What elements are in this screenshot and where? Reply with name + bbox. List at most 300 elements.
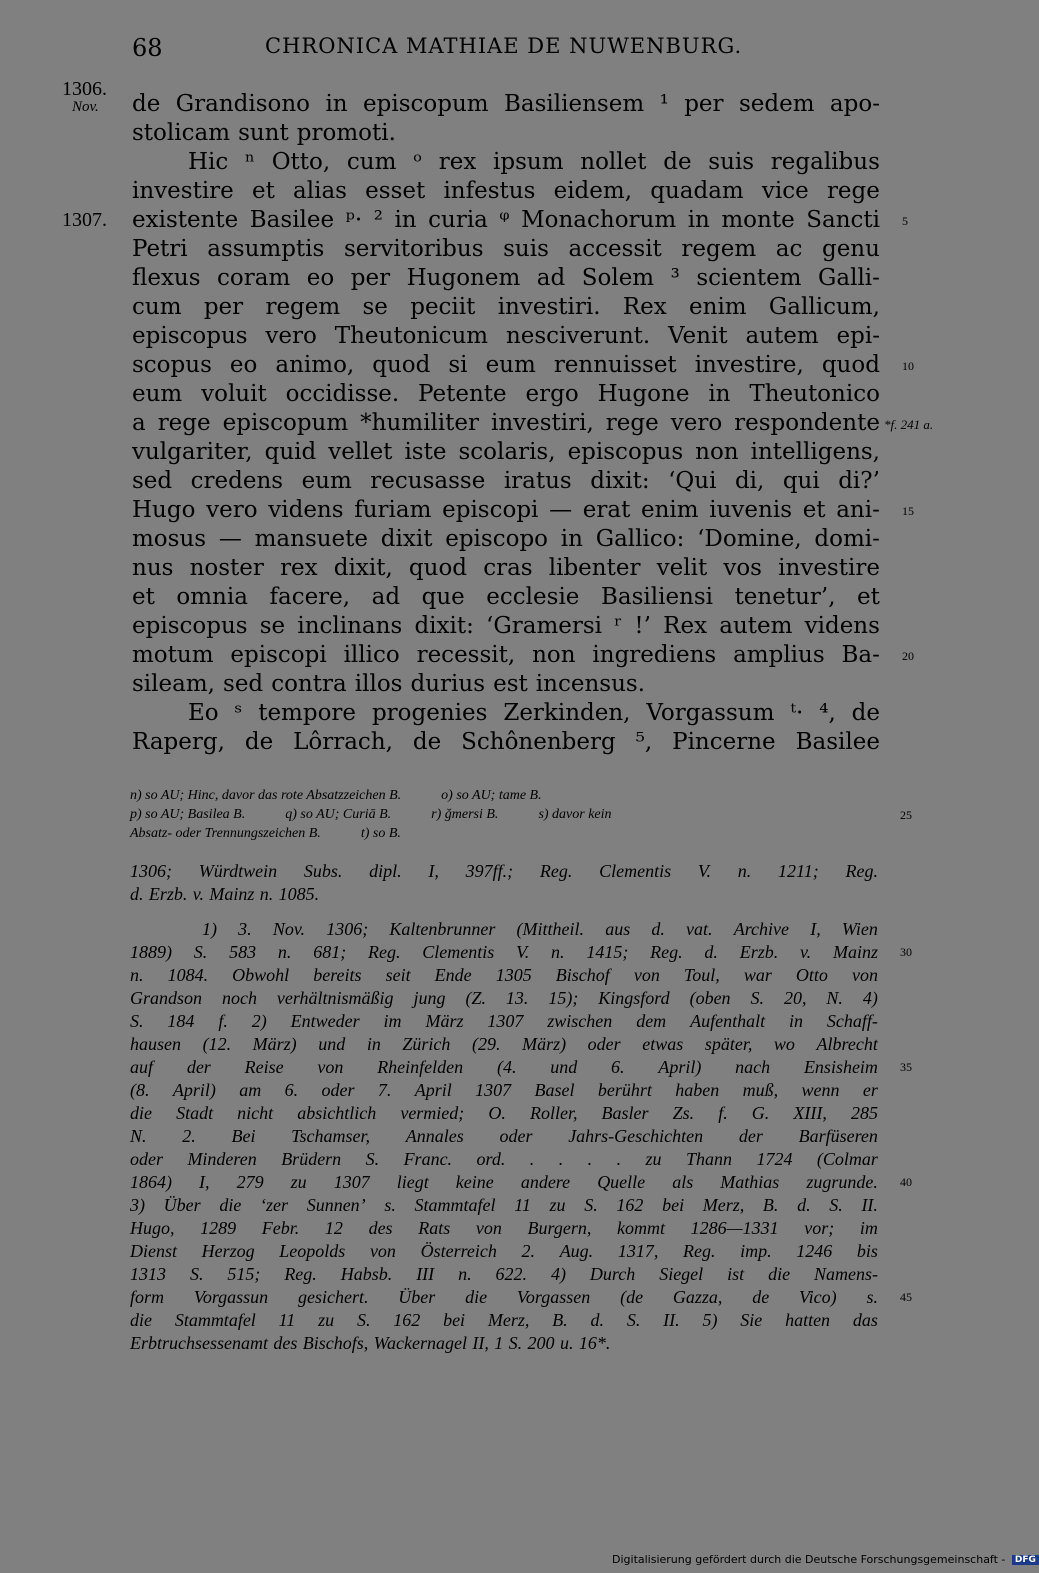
note-line: [130, 883, 878, 906]
word: bei: [662, 1195, 685, 1215]
word: a: [132, 410, 146, 436]
word: das: [852, 1310, 878, 1330]
word: (29.: [472, 1034, 501, 1054]
word: scolaris,: [458, 439, 556, 465]
word: accessit: [568, 236, 662, 262]
word: 3): [130, 1195, 145, 1215]
variant-line: [130, 805, 912, 824]
word: di?’: [838, 468, 880, 494]
word: 20,: [783, 988, 807, 1008]
word: rege: [157, 410, 211, 436]
word: zugrunde.: [806, 1172, 878, 1192]
word: iste: [404, 439, 447, 465]
word: V.: [516, 942, 530, 962]
word: April): [658, 1057, 702, 1077]
word: noch: [221, 988, 257, 1008]
word: N.: [130, 1126, 147, 1146]
word: facere,: [269, 584, 351, 610]
word: et: [857, 584, 880, 610]
word: März): [252, 1034, 297, 1054]
word: durius: [410, 671, 486, 697]
word: vellet: [328, 439, 393, 465]
word: 11: [514, 1195, 531, 1215]
word: 16*.: [578, 1333, 611, 1353]
note-line: [130, 1010, 878, 1033]
word: Clementis: [422, 942, 495, 962]
word: Franc.: [403, 1149, 453, 1169]
word: f.: [718, 1103, 728, 1123]
note-line: [130, 1286, 912, 1309]
word: quid: [264, 439, 317, 465]
word: vos: [723, 555, 762, 581]
word: verhältnismäßig: [276, 988, 394, 1008]
word: esset: [365, 178, 426, 204]
word: ‘zer: [260, 1195, 289, 1215]
word: curia: [428, 207, 488, 233]
word: suis: [708, 149, 755, 175]
word: Archive: [733, 919, 790, 939]
word: aus: [605, 919, 631, 939]
word: mansuete: [254, 526, 369, 552]
word: ᵒ: [413, 149, 423, 175]
word: n.: [458, 1264, 472, 1284]
word: episcopum: [363, 91, 489, 117]
word: assumptis: [207, 236, 325, 262]
line-number: 10: [902, 359, 914, 373]
word: Hic: [188, 149, 229, 175]
word: Bischof: [555, 965, 610, 985]
word: 4): [550, 1264, 566, 1284]
word: rex: [438, 149, 477, 175]
word: Galli-: [818, 265, 880, 291]
word: v.: [800, 942, 812, 962]
word: Pincerne: [672, 729, 776, 755]
word: episcopus: [567, 439, 684, 465]
word: hatten: [785, 1310, 831, 1330]
word: Subs.: [303, 861, 343, 881]
word: 397ff.;: [465, 861, 514, 881]
word: n.: [277, 942, 292, 962]
footer-credit: [612, 1553, 1039, 1566]
word: im: [383, 1011, 402, 1031]
word: ‘Gramersi: [486, 613, 603, 639]
line-number: 20: [902, 649, 914, 663]
word: quod: [408, 555, 468, 581]
word: per: [203, 294, 244, 320]
word: Rex: [663, 613, 708, 639]
word: episcopo: [445, 526, 549, 552]
word: V.: [697, 861, 712, 881]
dfg-logo: DFG: [1012, 1555, 1039, 1565]
word: Gallico:: [595, 526, 685, 552]
word: 3.: [238, 919, 252, 939]
word: ᵖ·: [345, 207, 363, 233]
word: Jahrs-Geschichten: [568, 1126, 704, 1146]
word: d.: [130, 884, 144, 904]
word: autem: [745, 323, 819, 349]
word: s.: [866, 1287, 878, 1307]
word: 1): [202, 919, 217, 939]
word: epi-: [836, 323, 880, 349]
word: !’: [634, 613, 651, 639]
word: eidem,: [553, 178, 633, 204]
word: Über: [398, 1287, 436, 1307]
word: cras: [483, 555, 533, 581]
word: dixit,: [333, 555, 393, 581]
word: Barfüseren: [798, 1126, 878, 1146]
text-line: [132, 322, 880, 351]
word: vulgariter,: [132, 439, 253, 465]
word: Reg.: [367, 942, 401, 962]
word: monte: [721, 207, 795, 233]
word: dem: [636, 1011, 667, 1031]
word: suis: [503, 236, 549, 262]
word: 279: [236, 1172, 264, 1192]
word: Ensisheim: [803, 1057, 878, 1077]
word: illico: [343, 642, 400, 668]
word: II.: [861, 1195, 878, 1215]
word: 2): [251, 1011, 267, 1031]
note-line: [130, 1125, 878, 1148]
word: dixit:: [590, 468, 650, 494]
line-number: 35: [900, 1060, 912, 1074]
word: in: [560, 526, 583, 552]
word: 681;: [313, 942, 347, 962]
word: Mathias: [720, 1172, 780, 1192]
word: d.: [797, 1195, 811, 1215]
word: S.: [356, 1310, 371, 1330]
word: eum: [485, 352, 536, 378]
word: investiri,: [490, 410, 594, 436]
word: Obwohl: [232, 965, 290, 985]
word: die: [130, 1103, 152, 1123]
word: Reg.: [650, 942, 683, 962]
word: zu: [549, 1195, 566, 1215]
word: peciit: [410, 294, 476, 320]
note-line: [130, 1148, 878, 1171]
word: 1246: [796, 1241, 833, 1261]
word: 1286—1331: [690, 1218, 779, 1238]
word: S.: [365, 1149, 380, 1169]
note-line: [130, 1194, 878, 1217]
word: 622.: [495, 1264, 528, 1284]
word: motum: [132, 642, 214, 668]
word: zu: [645, 1149, 662, 1169]
word: Kingsford: [598, 988, 670, 1008]
word: die: [130, 1310, 152, 1330]
word: ac: [775, 236, 803, 262]
word: April): [172, 1080, 216, 1100]
word: 2.: [182, 1126, 196, 1146]
word: d.: [651, 919, 665, 939]
note-line: [130, 1309, 878, 1332]
word: oder: [587, 1034, 621, 1054]
word: Tschamser,: [291, 1126, 371, 1146]
word: de: [412, 729, 442, 755]
word: sileam,: [132, 671, 215, 697]
text-line: [132, 177, 880, 206]
word: Durch: [589, 1264, 636, 1284]
word: omnia: [176, 584, 248, 610]
word: Lôrrach,: [293, 729, 393, 755]
word: Hugo,: [130, 1218, 175, 1238]
word: per: [684, 91, 724, 117]
folio-mark: *f. 241 a.: [884, 417, 934, 432]
note-line: [130, 987, 878, 1010]
word: in: [708, 381, 731, 407]
word: I,: [810, 919, 821, 939]
note-line: [130, 1056, 912, 1079]
word: 1084.: [167, 965, 209, 985]
word: ˢ: [234, 700, 243, 726]
word: ipsum: [493, 149, 564, 175]
word: furiam: [354, 497, 432, 523]
word: muß,: [742, 1080, 779, 1100]
text-line: [132, 496, 914, 525]
word: vice: [761, 178, 809, 204]
word: Erzb.: [739, 942, 779, 962]
word: Otto: [795, 965, 828, 985]
word: n.: [130, 965, 144, 985]
word: Dienst: [130, 1241, 177, 1261]
word: scopus: [132, 352, 212, 378]
word: Basilee: [249, 207, 335, 233]
word: infestus: [443, 178, 536, 204]
word: iratus: [503, 468, 572, 494]
word: (12.: [202, 1034, 232, 1054]
variant-note: n) so AU; Hinc, davor das rote Absatzzeichen B.: [130, 788, 402, 803]
word: 1289: [200, 1218, 237, 1238]
word: II.: [663, 1310, 680, 1330]
line-number: 30: [900, 945, 912, 959]
word: ani-: [836, 497, 880, 523]
word: andere: [520, 1172, 571, 1192]
line-number: 15: [902, 504, 914, 518]
word: ord.: [476, 1149, 506, 1169]
word: 184: [167, 1011, 195, 1031]
word: Bei: [231, 1126, 256, 1146]
word: regem: [265, 294, 341, 320]
word: Mainz: [209, 884, 255, 904]
text-line: [132, 235, 880, 264]
word: 1211;: [778, 861, 819, 881]
word: I,: [199, 1172, 210, 1192]
word: vermied;: [400, 1103, 465, 1123]
word: cum: [132, 294, 182, 320]
word: später,: [704, 1034, 753, 1054]
word: eo: [306, 265, 335, 291]
word: rege: [605, 410, 659, 436]
word: Otto,: [271, 149, 331, 175]
word: investiri.: [497, 294, 601, 320]
variant-note: p) so AU; Basilea B.: [130, 807, 246, 822]
word: S.: [750, 988, 764, 1008]
word: Gazza,: [672, 1287, 723, 1307]
word: Zs.: [672, 1103, 695, 1123]
note-line: [130, 1079, 878, 1102]
text-line: [132, 409, 934, 438]
word: (oben: [689, 988, 731, 1008]
word: tempore: [258, 700, 357, 726]
word: als: [672, 1172, 694, 1192]
word: 285: [850, 1103, 878, 1123]
word: ingrediens: [592, 642, 717, 668]
word: .: [558, 1149, 564, 1169]
word: respondente: [734, 410, 880, 436]
word: Über: [163, 1195, 201, 1215]
word: in: [366, 1034, 381, 1054]
word: Erbtruchsessenamt: [130, 1333, 268, 1353]
word: 1: [494, 1333, 504, 1353]
word: S.: [626, 1310, 641, 1330]
word: die: [465, 1287, 488, 1307]
word: Reg.: [284, 1264, 317, 1284]
word: 1306;: [130, 861, 172, 881]
word: Venit: [668, 323, 728, 349]
word: Vorgassum: [646, 700, 775, 726]
word: keine: [455, 1172, 494, 1192]
word: 15);: [548, 988, 579, 1008]
text-line: [132, 293, 880, 322]
text-line: [132, 148, 880, 177]
word: f.: [218, 1011, 228, 1031]
word: Grandson: [130, 988, 203, 1008]
word: ‘Domine,: [697, 526, 802, 552]
word: .: [616, 1149, 622, 1169]
word: (de: [620, 1287, 644, 1307]
word: iuvenis: [709, 497, 793, 523]
word: Roller,: [529, 1103, 578, 1123]
word: de: [851, 700, 880, 726]
word: est: [493, 671, 528, 697]
word: ergo: [525, 381, 579, 407]
word: .: [529, 1149, 535, 1169]
word: ᵗ·: [790, 700, 804, 726]
word: videns: [804, 613, 880, 639]
word: d.: [704, 942, 718, 962]
word: servitoribus: [343, 236, 484, 262]
variant-note: o) so AU; tame B.: [441, 788, 542, 803]
text-line: [132, 264, 880, 293]
word: Wackernagel: [373, 1333, 467, 1353]
variant-line: [130, 824, 878, 843]
word: nicht: [237, 1103, 274, 1123]
word: sed: [132, 468, 173, 494]
note-line: [130, 918, 878, 941]
word: oder: [130, 1149, 163, 1169]
word: oder: [499, 1126, 533, 1146]
text-line: [132, 583, 880, 612]
word: eum: [132, 381, 183, 407]
word: Ende: [434, 965, 472, 985]
word: (4.: [496, 1057, 517, 1077]
word: rennuisset: [553, 352, 677, 378]
word: de: [752, 1287, 770, 1307]
word: des: [273, 1333, 298, 1353]
word: jung: [413, 988, 446, 1008]
word: Theutonico: [749, 381, 880, 407]
word: Rats: [418, 1218, 451, 1238]
word: nus: [132, 555, 174, 581]
word: voluit: [201, 381, 267, 407]
word: 1864): [130, 1172, 172, 1192]
word: gesichert.: [298, 1287, 369, 1307]
word: sunt: [238, 120, 289, 146]
word: Basler: [601, 1103, 649, 1123]
word: occidisse.: [285, 381, 400, 407]
word: ⁵,: [635, 729, 653, 755]
word: promoti.: [296, 120, 396, 146]
word: Entweder: [290, 1011, 360, 1031]
word: investire: [132, 178, 234, 204]
word: Stadt: [176, 1103, 214, 1123]
word: sed: [223, 671, 264, 697]
word: 1307: [333, 1172, 370, 1192]
word: ¹: [659, 91, 669, 117]
word: et: [251, 178, 275, 204]
word: videns: [268, 497, 344, 523]
margin-year: 1307.: [62, 209, 107, 231]
main-text: [62, 78, 934, 757]
word: Basilee: [795, 729, 880, 755]
word: (Mittheil.: [516, 919, 585, 939]
variant-note: q) so AU; Curiā B.: [285, 807, 392, 822]
page-header: [0, 34, 1000, 64]
line-number: 25: [900, 808, 912, 822]
word: zwischen: [547, 1011, 613, 1031]
word: mosus: [132, 526, 207, 552]
word: rex: [280, 555, 318, 581]
word: flexus: [132, 265, 201, 291]
spacer: [130, 906, 878, 918]
note-line: [130, 1240, 878, 1263]
word: 1415;: [586, 942, 629, 962]
word: ⁴,: [819, 700, 836, 726]
word: enim: [689, 294, 747, 320]
word: per: [350, 265, 391, 291]
word: Nov.: [272, 919, 306, 939]
variant-note: Absatz- oder Trennungszeichen B.: [130, 826, 321, 841]
word: stolicam: [132, 120, 231, 146]
word: zu: [290, 1172, 307, 1192]
word: Petente: [418, 381, 507, 407]
word: I,: [428, 861, 439, 881]
note-line: [130, 1033, 878, 1056]
word: animo,: [275, 352, 355, 378]
word: 11: [278, 1310, 296, 1330]
text-line: [132, 612, 880, 641]
word: Rex: [622, 294, 667, 320]
word: S.: [508, 1333, 523, 1353]
word: März: [425, 1011, 464, 1031]
word: de: [663, 149, 692, 175]
word: non: [532, 642, 576, 668]
word: Ba-: [841, 642, 880, 668]
word: 1313: [130, 1264, 166, 1284]
word: cum: [346, 149, 397, 175]
word: Namens-: [814, 1264, 878, 1284]
margin-month: Nov.: [72, 99, 99, 115]
word: 6.: [611, 1057, 625, 1077]
word: se: [259, 613, 286, 639]
word: Petri: [132, 236, 188, 262]
word: bis: [856, 1241, 878, 1261]
variant-apparatus: [130, 786, 912, 843]
word: di,: [734, 468, 765, 494]
word: ‘Qui: [668, 468, 717, 494]
word: episcopi: [442, 497, 539, 523]
word: illos: [354, 671, 403, 697]
